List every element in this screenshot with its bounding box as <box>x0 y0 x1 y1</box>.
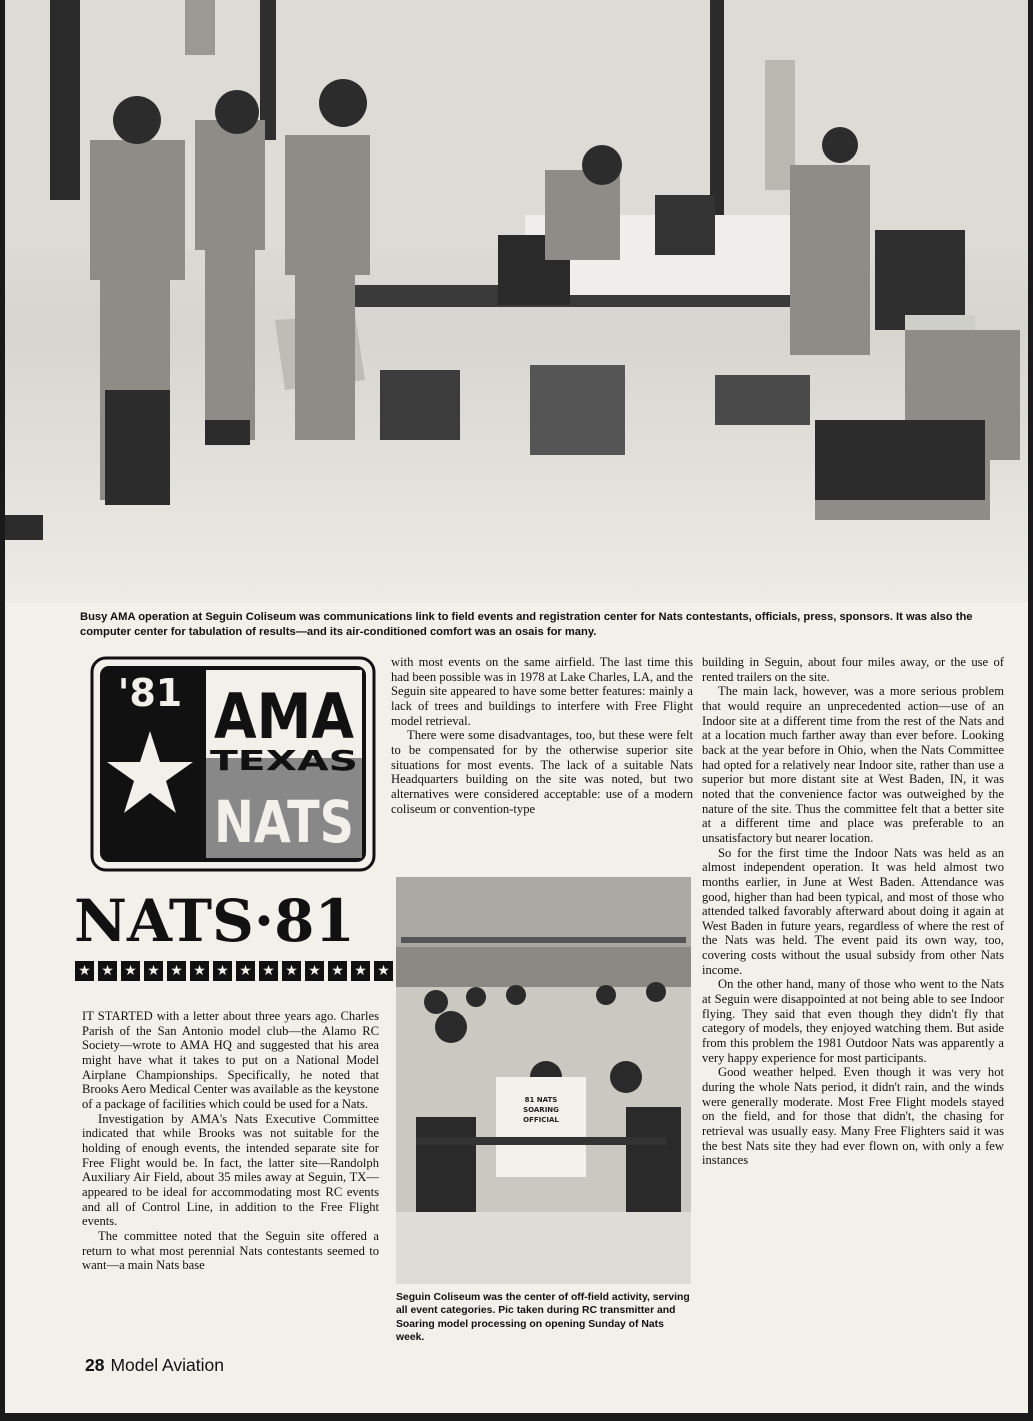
magazine-name: Model Aviation <box>110 1355 224 1375</box>
shirt-text-line: SOARING <box>523 1106 559 1114</box>
logo-nats: NATS <box>214 788 354 856</box>
star-icon: ★ <box>213 961 232 981</box>
star-icon: ★ <box>190 961 209 981</box>
coliseum-photo <box>396 877 691 1284</box>
stars-divider <box>75 959 393 983</box>
article-column-right <box>702 655 1004 1168</box>
star-icon: ★ <box>98 961 117 981</box>
headline: NATS·81 <box>74 887 355 955</box>
star-icon: ★ <box>75 961 94 981</box>
ama-texas-nats-logo <box>90 656 376 872</box>
star-icon: ★ <box>167 961 186 981</box>
article-column-left <box>82 1009 379 1273</box>
paragraph: The committee noted that the Seguin site offered a return to what most perennial Nats contestants seemed to want—a main Nats base <box>82 1228 379 1273</box>
star-icon: ★ <box>351 961 370 981</box>
shirt-text-line: 81 NATS <box>524 1096 558 1104</box>
paragraph: The main lack, however, was a more serious problem that would require an unprecedented action—use of an Indoor site at a different time from the rest of the Nats and at a location much farther away than ever before. Looking back at the year before in Ohio, when the Nats Committee had opted for a relatively near Indoor site, rather than use a superior but more distant site at West Baden, IN, it was noted that the convenience factor was outweighed by the nature of the site. Thus the committee felt that a better site at a different time and place was preferable to an unsatisfactory but nearer location. <box>702 684 1004 845</box>
top-photo-caption: Busy AMA operation at Seguin Coliseum was communications link to field events and registration center for Nats contestants, officials, press, sponsors. It was also the computer center for tabulation of results—and its air-conditioned comfort was an osais for many. <box>80 611 973 638</box>
star-icon: ★ <box>121 961 140 981</box>
paragraph: building in Seguin, about four miles away, or the use of rented trailers on the site. <box>702 655 1004 684</box>
top-photo <box>5 0 1028 603</box>
logo-texas: TEXAS <box>210 744 358 777</box>
paragraph: IT STARTED with a letter about three years ago. Charles Parish of the San Antonio model club—the Alamo RC Society—wrote to AMA HQ and suggested that his area might have what it takes to put on a National Model Airplane Championships. Specifically, he noted that Brooks Aero Medical Center was available as the keystone of a package of facilities which could be used for a Nats. <box>82 1009 379 1111</box>
paragraph: So for the first time the Indoor Nats was held as an almost independent operation. It was held almost two months earlier, in June at West Baden. Attendance was good, higher than had been typical, and most of those who attended talked favorably afterward about doing it again at West Baden in future years, regardless of where the rest of the Nats was held. The event paid its own way, too, covering costs without the usual subsidy from other Nats income. <box>702 845 1004 977</box>
logo-ama: AMA <box>214 680 355 753</box>
paragraph: There were some disadvantages, too, but these were felt to be compensated for by the otherwise superior site situations for most events. The lack of a suitable Nats Headquarters building on the site was noted, but two alternatives were considered acceptable: use of a modern coliseum or convention-type <box>391 728 693 816</box>
paragraph: Investigation by AMA's Nats Executive Committee indicated that while Brooks was not suitable for the holding of enough events, the intended separate site for Free Flight would be. In fact, the latter site—Randolph Auxiliary Air Field, about 35 miles away at Seguin, TX—appeared to be ideal for accommodating most RC events and all of Control Line, in addition to the Free Flight events. <box>82 1111 379 1229</box>
page-folio <box>85 1355 224 1376</box>
star-icon: ★ <box>328 961 347 981</box>
star-icon: ★ <box>259 961 278 981</box>
page-number: 28 <box>85 1355 105 1375</box>
logo-year: '81 <box>117 671 183 715</box>
magazine-page <box>5 0 1028 1413</box>
star-icon: ★ <box>305 961 324 981</box>
paragraph: with most events on the same airfield. The last time this had been possible was in 1978 at Lake Charles, LA, and the Seguin site appeared to have some better features: mainly a lack of trees and buildings to interfere with Free Flight model retrieval. <box>391 655 693 728</box>
paragraph: On the other hand, many of those who went to the Nats at Seguin were disappointed at not being able to see Indoor flying. They said that even though they didn't fly that category of models, they enjoyed watching them. But aside from this problem the 1981 Outdoor Nats was apparently a very happy experience for most participants. <box>702 977 1004 1065</box>
paragraph: Good weather helped. Even though it was very hot during the whole Nats period, it didn't rain, and the winds were generally moderate. Most Free Flight models stayed on the field, and for those that didn't, the chasing for retrieval was usually easy. Many Free Flighters said it was the best Nats site they had ever flown on, with only a few instances <box>702 1065 1004 1168</box>
article-column-middle <box>391 655 693 816</box>
coliseum-photo-caption: Seguin Coliseum was the center of off-field activity, serving all event categories. Pic taken during RC transmitter and Soaring model processing on opening Sunday of Nats week. <box>396 1292 690 1344</box>
shirt-text-line: OFFICIAL <box>523 1116 559 1124</box>
star-icon: ★ <box>282 961 301 981</box>
star-icon: ★ <box>236 961 255 981</box>
official-shirt <box>496 1077 586 1177</box>
star-icon: ★ <box>144 961 163 981</box>
star-icon: ★ <box>374 961 393 981</box>
